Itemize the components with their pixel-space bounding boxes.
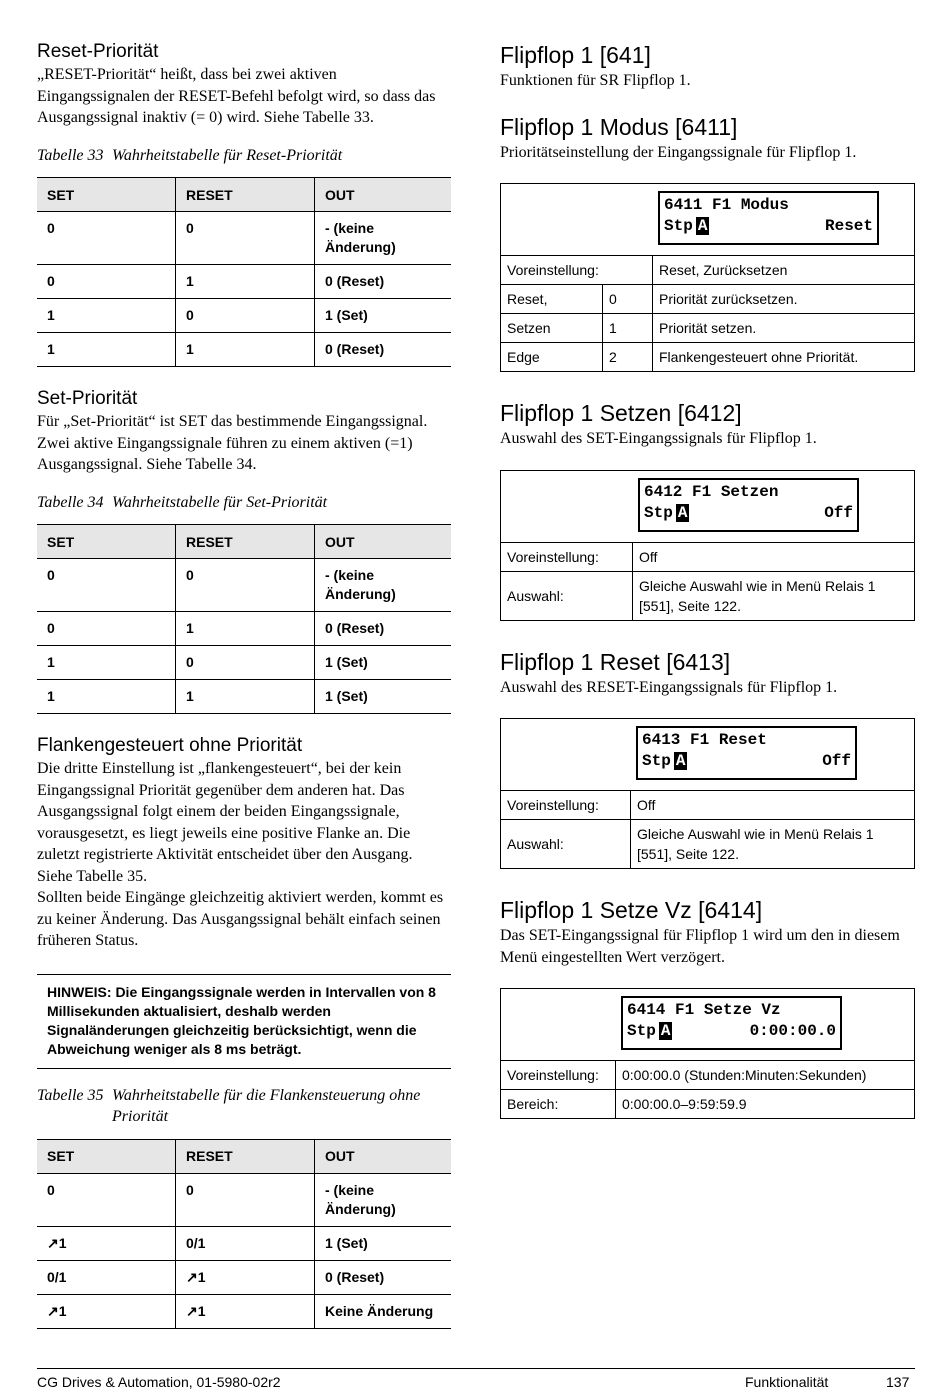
table-cell: 0 (Reset)	[315, 333, 452, 367]
reset-lcd-display	[636, 726, 857, 780]
edge-paragraph-1: Die dritte Einstellung ist „flankengesteuert“, bei der kein Eingangssignal Priorität gegenüber dem anderen hat. Das Ausgangssignal folgt einem der beiden Eingangssignale, vorausgesetzt, es liegt jeweils eine positive Flanke an. Die zuletzt registrierte Aktivität entscheidet über den Ausgang. Siehe Tabelle 35.	[37, 760, 413, 885]
option-row	[501, 314, 914, 343]
lcd-line-1: 6412 F1 Setzen	[644, 482, 779, 501]
footer-divider	[37, 1368, 915, 1369]
table-row	[37, 646, 451, 680]
footer-section: Funktionalität	[745, 1374, 829, 1390]
table-cell: Keine Änderung	[315, 1294, 452, 1328]
table35-caption	[37, 1085, 451, 1107]
option-name: Reset,	[507, 291, 548, 307]
default-label: Voreinstellung:	[507, 797, 599, 813]
lcd-line-2	[627, 1021, 836, 1042]
default-value: Off	[630, 791, 914, 819]
table-cell: 1	[176, 265, 315, 299]
table-row	[37, 612, 451, 646]
lcd-value: 0:00:00.0	[749, 1022, 836, 1040]
lcd-stp: Stp	[664, 217, 693, 235]
table-cell: 1	[176, 680, 315, 714]
lcd-stp-group	[664, 216, 709, 237]
lcd-line-2	[642, 751, 851, 772]
set-priority-paragraph: Für „Set-Priorität“ ist SET das bestimmende Eingangssignal. Zwei aktive Eingangssignale führen zu einem aktiven (=1) Ausgangssignal. Siehe Tabelle 34.	[37, 413, 428, 473]
table-row	[37, 1226, 451, 1260]
option-code: 1	[602, 314, 652, 342]
lcd-stp-group	[642, 751, 687, 772]
reset-paragraph: Auswahl des RESET-Eingangssignals für Flipflop 1.	[500, 678, 838, 696]
option-code: 2	[602, 343, 652, 371]
table-cell: - (keine Änderung)	[315, 212, 452, 265]
lcd-a-indicator: A	[675, 752, 686, 770]
delay-lcd-row	[501, 989, 914, 1061]
table-cell: 0/1	[176, 1226, 315, 1260]
choice-value: Gleiche Auswahl wie in Menü Relais 1 [551], Seite 122.	[630, 820, 914, 868]
option-code: 0	[602, 285, 652, 313]
table34-header-reset: RESET	[176, 525, 315, 559]
modus-default-row	[501, 256, 914, 285]
table-cell: - (keine Änderung)	[315, 1173, 452, 1226]
table-cell: 0	[37, 212, 176, 265]
table33-header-reset: RESET	[176, 178, 315, 212]
lcd-a-indicator: A	[660, 1022, 671, 1040]
table33-caption	[37, 145, 451, 167]
reset-heading: Flipflop 1 Reset [6413]	[500, 648, 731, 675]
set-priority-heading: Set-Priorität	[37, 388, 138, 409]
table-cell: 0	[176, 1173, 315, 1226]
default-value: 0:00:00.0 (Stunden:Minuten:Sekunden)	[615, 1061, 914, 1089]
modus-lcd-display	[658, 191, 879, 245]
choice-label: Auswahl:	[507, 836, 564, 852]
note-box: HINWEIS: Die Eingangssignale werden in Intervallen von 8 Millisekunden aktualisiert, deshalb werden Signaländerungen gleichzeitig berücksichtigt, wenn die Abweichung weniger als 8 ms beträgt.	[37, 974, 451, 1069]
table-row	[37, 265, 451, 299]
setzen-lcd-display	[638, 478, 859, 532]
table-cell: 0 (Reset)	[315, 265, 452, 299]
option-name: Setzen	[507, 320, 551, 336]
setzen-lcd-row	[501, 471, 914, 543]
reset-lcd-row	[501, 719, 914, 791]
default-label: Voreinstellung:	[507, 262, 599, 278]
table-cell: 1 (Set)	[315, 1226, 452, 1260]
modus-menu-box	[500, 183, 915, 372]
table-cell: 0	[37, 559, 176, 612]
reset-menu-box	[500, 718, 915, 869]
table35	[37, 1139, 451, 1329]
table-row	[37, 1294, 451, 1328]
table-cell: 1	[176, 612, 315, 646]
right-column	[500, 40, 915, 1119]
footer-publisher: CG Drives & Automation, 01-5980-02r2	[37, 1374, 281, 1390]
table34-caption	[37, 492, 451, 514]
table35-title-line2: Priorität	[112, 1108, 169, 1126]
table-row	[37, 559, 451, 612]
delay-default-row	[501, 1061, 914, 1090]
lcd-stp: Stp	[627, 1022, 656, 1040]
table-cell: 0/1	[37, 1260, 176, 1294]
table-cell: ↗1	[37, 1294, 176, 1328]
table-row	[37, 680, 451, 714]
table-cell: 0	[176, 299, 315, 333]
table33	[37, 177, 451, 367]
table35-title-line1: Wahrheitstabelle für die Flankensteuerung ohne	[112, 1086, 421, 1104]
modus-lcd-row	[501, 184, 914, 256]
table35-number: Tabelle 35	[37, 1086, 104, 1104]
table34-title: Wahrheitstabelle für Set-Priorität	[112, 493, 328, 511]
range-value: 0:00:00.0–9:59:59.9	[615, 1090, 914, 1118]
table-cell: 0	[176, 212, 315, 265]
setzen-menu-box	[500, 470, 915, 621]
lcd-line-2	[644, 503, 853, 524]
modus-paragraph: Prioritätseinstellung der Eingangssignale für Flipflop 1.	[500, 143, 857, 161]
table-cell: 0	[37, 265, 176, 299]
delay-heading: Flipflop 1 Setze Vz [6414]	[500, 897, 763, 923]
table-row	[37, 1173, 451, 1226]
setzen-default-row	[501, 543, 914, 572]
lcd-value: Reset	[824, 217, 873, 235]
flipflop-paragraph: Funktionen für SR Flipflop 1.	[500, 72, 691, 89]
choice-value: Gleiche Auswahl wie in Menü Relais 1 [551], Seite 122.	[632, 572, 914, 620]
table-cell: ↗1	[37, 1226, 176, 1260]
lcd-a-indicator: A	[677, 503, 688, 522]
table35-header-reset: RESET	[176, 1139, 315, 1173]
table33-number: Tabelle 33	[37, 146, 104, 164]
table-cell: 1	[37, 680, 176, 714]
table35-header-out: OUT	[315, 1139, 452, 1173]
footer-page-number: 137	[886, 1374, 910, 1390]
table-cell: 0 (Reset)	[315, 1260, 452, 1294]
table-cell: 0	[176, 559, 315, 612]
delay-paragraph: Das SET-Eingangssignal für Flipflop 1 wird um den in diesem Menü eingestellten Wert verzögert.	[500, 927, 900, 966]
option-description: Priorität zurücksetzen.	[652, 285, 914, 313]
option-row	[501, 285, 914, 314]
table-cell: 1	[176, 333, 315, 367]
table33-header-out: OUT	[315, 178, 452, 212]
lcd-stp: Stp	[644, 503, 673, 522]
edge-heading: Flankengesteuert ohne Priorität	[37, 735, 303, 756]
table-cell: ↗1	[176, 1260, 315, 1294]
table33-title: Wahrheitstabelle für Reset-Priorität	[112, 146, 343, 164]
default-value: Off	[632, 543, 914, 571]
delay-lcd-display	[621, 996, 842, 1050]
table34	[37, 524, 451, 714]
table-row	[37, 212, 451, 265]
reset-priority-paragraph: „RESET-Priorität“ heißt, dass bei zwei aktiven Eingangssignalen der RESET-Befehl befolgt wird, so dass das Ausgangssignal inaktiv (= 0) wird. Siehe Tabelle 33.	[37, 66, 436, 126]
table35-header-set: SET	[37, 1139, 176, 1173]
table-cell: - (keine Änderung)	[315, 559, 452, 612]
setzen-paragraph: Auswahl des SET-Eingangssignals für Flipflop 1.	[500, 430, 817, 447]
table-row	[37, 1260, 451, 1294]
table-cell: 0	[37, 1173, 176, 1226]
table34-number: Tabelle 34	[37, 493, 104, 511]
lcd-value: Off	[824, 503, 853, 522]
default-label: Voreinstellung:	[507, 1067, 599, 1083]
choice-label: Auswahl:	[507, 587, 564, 604]
reset-priority-heading: Reset-Priorität	[37, 41, 159, 62]
lcd-stp-group	[627, 1021, 672, 1042]
setzen-heading: Flipflop 1 Setzen [6412]	[500, 400, 742, 426]
default-label: Voreinstellung:	[507, 548, 599, 565]
lcd-line-1: 6414 F1 Setze Vz	[627, 1001, 781, 1019]
table-cell: ↗1	[176, 1294, 315, 1328]
table34-header-set: SET	[37, 525, 176, 559]
reset-default-row	[501, 791, 914, 820]
option-name: Edge	[507, 349, 540, 365]
flipflop-heading: Flipflop 1 [641]	[500, 42, 651, 68]
setzen-choice-row	[501, 572, 914, 620]
range-label: Bereich:	[507, 1096, 559, 1112]
lcd-value: Off	[822, 752, 851, 770]
delay-menu-box	[500, 988, 915, 1119]
lcd-line-1: 6411 F1 Modus	[664, 196, 789, 214]
table-cell: 1	[37, 646, 176, 680]
table-cell: 1	[37, 299, 176, 333]
table-cell: 0	[37, 612, 176, 646]
table-cell: 1	[37, 333, 176, 367]
option-description: Priorität setzen.	[652, 314, 914, 342]
table34-header-out: OUT	[315, 525, 452, 559]
table-row	[37, 333, 451, 367]
modus-heading: Flipflop 1 Modus [6411]	[500, 113, 738, 140]
table-cell: 0	[176, 646, 315, 680]
delay-range-row	[501, 1090, 914, 1118]
table-cell: 0 (Reset)	[315, 612, 452, 646]
table-cell: 1 (Set)	[315, 299, 452, 333]
lcd-line-1: 6413 F1 Reset	[642, 731, 767, 749]
table-row	[37, 299, 451, 333]
lcd-line-2	[664, 216, 873, 237]
table-cell: 1 (Set)	[315, 646, 452, 680]
option-description: Flankengesteuert ohne Priorität.	[652, 343, 914, 371]
option-row	[501, 343, 914, 371]
lcd-a-indicator: A	[697, 217, 708, 235]
reset-choice-row	[501, 820, 914, 868]
default-value: Reset, Zurücksetzen	[652, 256, 914, 284]
left-column	[37, 40, 451, 1329]
table33-header-set: SET	[37, 178, 176, 212]
lcd-stp-group	[644, 503, 689, 524]
lcd-stp: Stp	[642, 752, 671, 770]
edge-paragraph-2: Sollten beide Eingänge gleichzeitig aktiviert werden, kommt es zu keiner Änderung. Das Ausgangssignal behält einfach seinen früheren Status.	[37, 889, 444, 949]
table-cell: 1 (Set)	[315, 680, 452, 714]
